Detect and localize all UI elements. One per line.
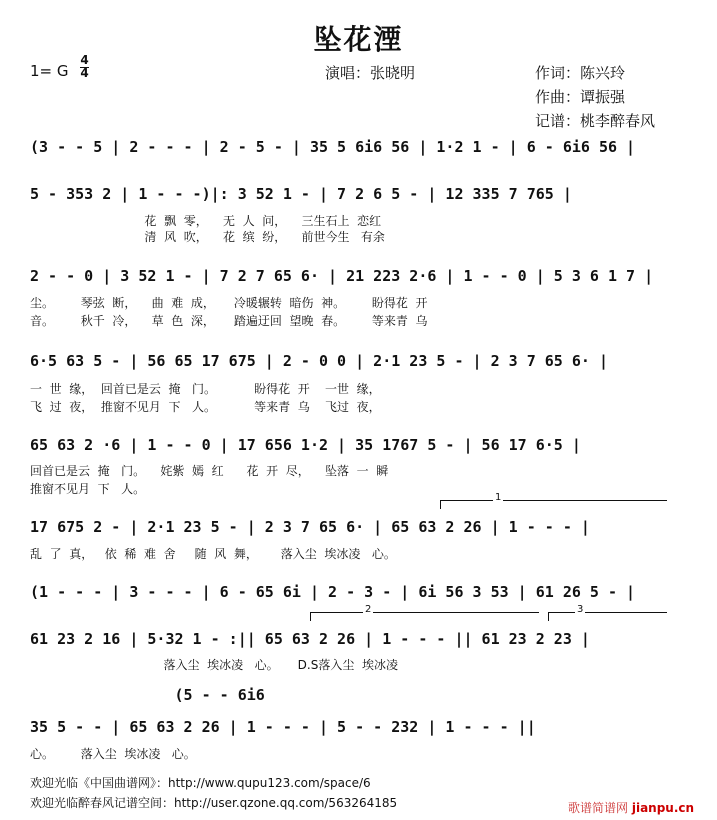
time-signature <box>80 55 89 79</box>
time-signature-top: 4 <box>80 53 89 67</box>
score-row-1-notes: (3 - - 5 | 2 - - - | 2 - 5 - | 35 5 6i6 56 | 1·2 1 - | 6 - 6i6 56 | <box>30 138 636 156</box>
score-row-4-notes: 6·5 63 5 - | 56 65 17 675 | 2 - 0 0 | 2·1 23 5 - | 2 3 7 65 6· | <box>30 352 608 370</box>
score-row-3-lyric-verse-2: 音。 秋千 冷， 草 色 深， 踏遍迂回 望晚 春。 等来青 乌 <box>30 314 428 328</box>
score-row-5-lyric-verse-2: 推窗不见月 下 人。 <box>30 482 146 496</box>
ending-bracket-3-label: 3 <box>577 604 584 615</box>
score-row-4-lyric-verse-2: 飞 过 夜， 推窗不见月 下 人。 等来青 乌 飞过 夜， <box>30 400 381 414</box>
score-row-8-lyric-verse-1: 落入尘 埃冰凌 心。 D.S落入尘 埃冰凌 <box>30 658 398 672</box>
lyricist-credit: 作词：陈兴玲 <box>535 64 626 82</box>
composer-credit: 作曲：谭振强 <box>535 88 626 106</box>
score-row-4-lyric-verse-1: 一 世 缘， 回首已是云 掩 门。 盼得花 开 一世 缘， <box>30 382 381 396</box>
score-row-8-notes: 61 23 2 16 | 5·32 1 - :|| 65 63 2 26 | 1 - - - || 61 23 2 23 | <box>30 630 590 648</box>
footer-link-qupu123[interactable]: 欢迎光临《中国曲谱网》：http://www.qupu123.com/space/6 <box>30 776 371 790</box>
score-row-7-notes: (1 - - - | 3 - - - | 6 - 65 6i | 2 - 3 - | 6i 56 3 53 | 61 26 5 - | <box>30 583 636 601</box>
time-signature-bottom: 4 <box>80 66 89 80</box>
score-row-9-notes: (5 - - 6i6 <box>30 686 265 704</box>
score-row-3-notes: 2 - - 0 | 3 52 1 - | 7 2 7 65 6· | 21 223 2·6 | 1 - - 0 | 5 3 6 1 7 | <box>30 267 654 285</box>
score-row-5-lyric-verse-1: 回首已是云 掩 门。 姹紫 嫣 红 花 开 尽， 坠落 一 瞬 <box>30 464 389 478</box>
score-row-5-notes: 65 63 2 ·6 | 1 - - 0 | 17 656 1·2 | 35 1767 5 - | 56 17 6·5 | <box>30 436 581 454</box>
score-row-6-notes: 17 675 2 - | 2·1 23 5 - | 2 3 7 65 6· | 65 63 2 26 | 1 - - - | <box>30 518 590 536</box>
ending-bracket-3 <box>548 604 667 621</box>
watermark-text: 歌谱简谱网 <box>568 801 629 815</box>
watermark-url: jianpu.cn <box>631 801 695 815</box>
footer-link-qzone[interactable]: 欢迎光临醉春风记谱空间：http://user.qzone.qq.com/563264185 <box>30 796 398 810</box>
singer-credit: 演唱：张晓明 <box>325 64 416 82</box>
score-title: 坠花湮 <box>313 23 404 56</box>
score-row-10-notes: 35 5 - - | 65 63 2 26 | 1 - - - | 5 - - 232 | 1 - - - || <box>30 718 536 736</box>
score-row-2-notes: 5 - 353 2 | 1 - - -)|: 3 52 1 - | 7 2 6 5 - | 12 335 7 765 | <box>30 185 572 203</box>
transcriber-credit: 记谱：桃李醉春风 <box>535 112 656 130</box>
ending-bracket-2 <box>310 604 539 621</box>
key-signature: 1= G <box>30 62 69 80</box>
score-row-2-lyric-verse-2: 清 风 吹， 花 缤 纷， 前世今生 有余 <box>30 230 385 244</box>
watermark <box>568 799 694 816</box>
score-row-10-lyric-verse-1: 心。 落入尘 埃冰凌 心。 <box>30 747 196 761</box>
ending-bracket-2-label: 2 <box>365 604 372 615</box>
ending-bracket-1 <box>440 492 667 509</box>
score-row-3-lyric-verse-1: 尘。 琴弦 断， 曲 难 成， 冷暖辗转 暗伤 神。 盼得花 开 <box>30 296 428 310</box>
score-row-6-lyric-verse-1: 乱 了 真， 依 稀 难 舍 随 风 舞， 落入尘 埃冰凌 心。 <box>30 547 396 561</box>
ending-bracket-1-label: 1 <box>495 492 502 503</box>
score-row-2-lyric-verse-1: 花 飘 零， 无 人 问， 三生石上 恋红 <box>30 214 382 228</box>
